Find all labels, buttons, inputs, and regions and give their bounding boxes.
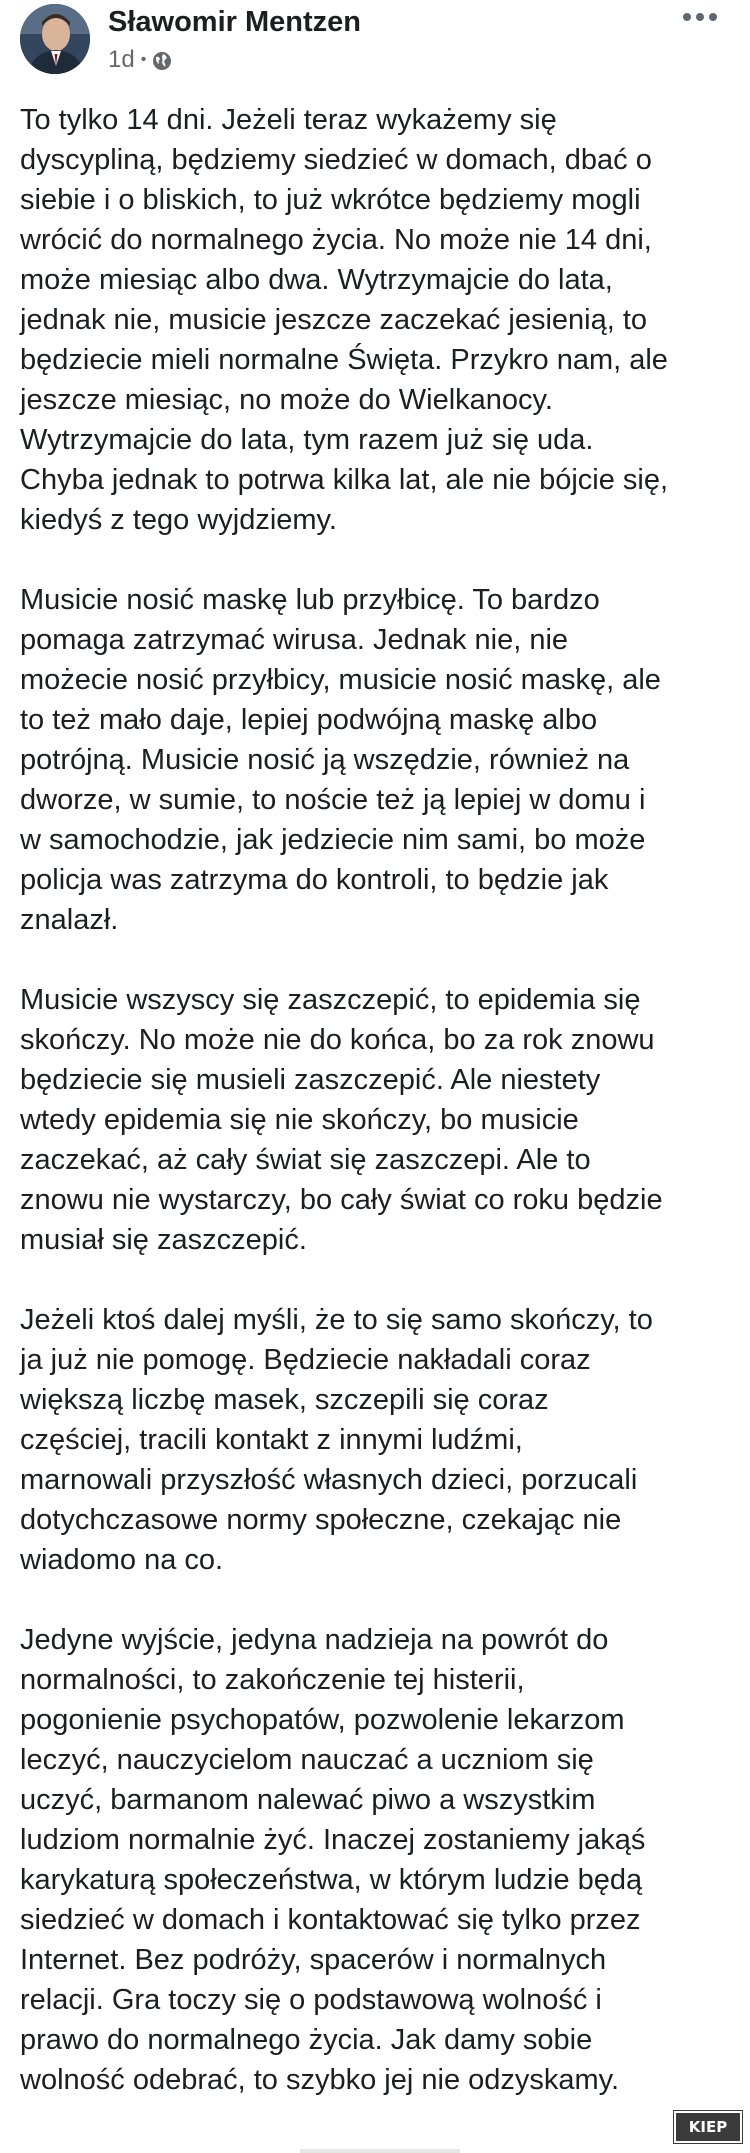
watermark-text: KIEP [688,2118,728,2136]
post-paragraph-5: Jedyne wyjście, jedyna nadzieja na powrót do normalności, to zakończenie tej histerii, pogonienie psychopatów, pozwolenie lekarzom leczyć, nauczycielom nauczać a uczniom się uczyć, barmanom nalewać piwo a wszystkim ludziom normalnie żyć. Inaczej zostaniemy jakąś karykaturą społeczeństwa, w którym ludzie będą siedzieć w domach i kontaktować się tylko przez Internet. Bez podróży, spacerów i normalnych relacji. Gra toczy się o podstawową wolność i prawo do normalnego życia. Jak damy sobie wolność odebrać, to szybko jej nie odzyskamy. [20,1624,646,2096]
post-paragraph-4: Jeżeli ktoś dalej myśli, że to się samo skończy, to ja już nie pomogę. Będziecie nakładali coraz większą liczbę masek, szczepili się coraz częściej, tracili kontakt z innymi ludźmi, marnowali przyszłość własnych dzieci, porzucali dotychczasowe normy społeczne, czekając nie wiadomo na co. [20,1304,653,1576]
author-name[interactable]: Sławomir Mentzen [108,6,361,38]
post-paragraph-1: To tylko 14 dni. Jeżeli teraz wykażemy się dyscypliną, będziemy siedzieć w domach, dbać o siebie i o bliskich, to już wkrótce będziemy mogli wrócić do normalnego życia. No może nie 14 dni, może miesiąc albo dwa. Wytrzymajcie do lata, jednak nie, musicie jeszcze zaczekać jesienią, to będziecie mieli normalne Święta. Przykro nam, ale jeszcze miesiąc, no może do Wielkanocy. Wytrzymajcie do lata, tym razem już się uda. Chyba jednak to potrwa kilka lat, ale nie bójcie się, kiedyś z tego wyjdziemy. [20,104,669,536]
more-options-button[interactable] [678,2,722,32]
post-paragraph-3: Musicie wszyscy się zaszczepić, to epidemia się skończy. No może nie do końca, bo za rok znowu będziecie się musieli zaszczepić. Ale niestety wtedy epidemia się nie skończy, bo musicie zaczekać, aż cały świat się zaszczepi. Ale to znowu nie wystarczy, bo cały świat co roku będzie musiał się zaszczepić. [20,984,663,1256]
post-paragraph-2: Musicie nosić maskę lub przyłbicę. To bardzo pomaga zatrzymać wirusa. Jednak nie, nie możecie nosić przyłbicy, musicie nosić maskę, ale to też mało daje, lepiej podwójną maskę albo potrójną. Musicie nosić ją wszędzie, również na dworze, w sumie, to noście też ją lepiej w domu i w samochodzie, jak jedziecie nim sami, bo może policja was zatrzyma do kontroli, to będzie jak znalazł. [20,584,661,936]
post-header [0,0,750,86]
post-meta [108,46,172,74]
globe-icon[interactable] [152,50,172,70]
more-options-icon [682,12,718,22]
bottom-divider [300,2149,460,2153]
avatar-image [20,4,90,74]
post-timestamp[interactable]: 1d [108,46,135,73]
watermark-logo [674,2111,742,2143]
post-body [20,100,735,2100]
meta-separator: • [140,51,147,68]
avatar[interactable] [20,4,90,74]
